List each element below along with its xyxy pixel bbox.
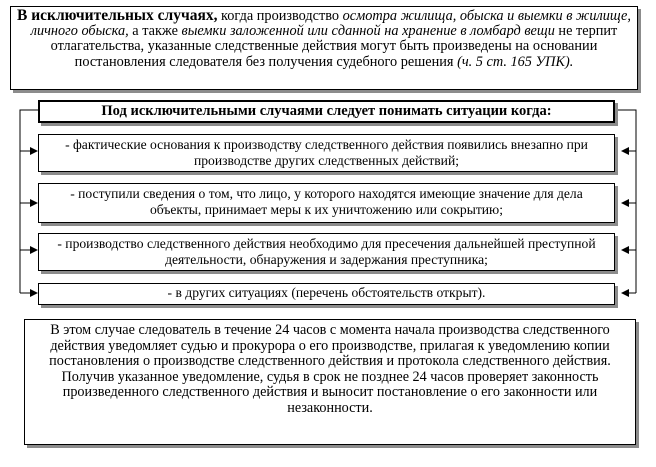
top-text-2: а также — [128, 23, 182, 40]
notification-procedure-box — [24, 319, 636, 445]
top-definition-box — [10, 6, 638, 90]
top-italic-2: выемки заложенной или сданной на хранение в ломбард вещи — [181, 23, 555, 40]
notification-paragraph: В этом случае следователь в течение 24 часов с момента начала производства следственного действия уведомляет судью и прокурора о его производстве, прилагая к уведомлению копии постановления о производстве следственного действия и протокола следственного действия. — [49, 322, 611, 370]
case-box-2: - поступили сведения о том, что лицо, у которого находятся имеющие значение для дела объекты, принимает меры к их уничтожению или сокрытию; — [38, 183, 615, 223]
right-bracket-line — [615, 110, 636, 293]
top-text-3: не терпит отлагательства, указанные следственные действия могут быть произведены на основании постановления следователя без получения судебного решения — [50, 23, 618, 70]
case-box-3: - производство следственного действия необходимо для пресечения дальнейшей преступной деятельности, обнаружения и задержания преступника; — [38, 233, 615, 271]
judicial-review-paragraph: Получив указанное уведомление, судья в срок не позднее 24 часов проверяет законность произведенного следственного действия и выносит постановление о его законности или незаконности. — [61, 368, 599, 416]
exceptional-cases-header: Под исключительными случаями следует понимать ситуации когда: — [38, 100, 615, 123]
top-italic-1: осмотра жилища, обыска и выемки в жилище, личного обыска, — [30, 8, 631, 40]
top-italic-3: (ч. 5 ст. 165 УПК). — [457, 53, 574, 70]
case-box-4: - в других ситуациях (перечень обстоятельств открыт). — [38, 283, 615, 305]
left-bracket-line — [20, 110, 38, 293]
case-box-1: - фактические основания к производству следственного действия появились внезапно при производстве других следственных действий; — [38, 134, 615, 172]
top-text-1: когда производство — [217, 8, 343, 24]
top-bold-lead: В исключительных случаях, — [17, 7, 218, 24]
